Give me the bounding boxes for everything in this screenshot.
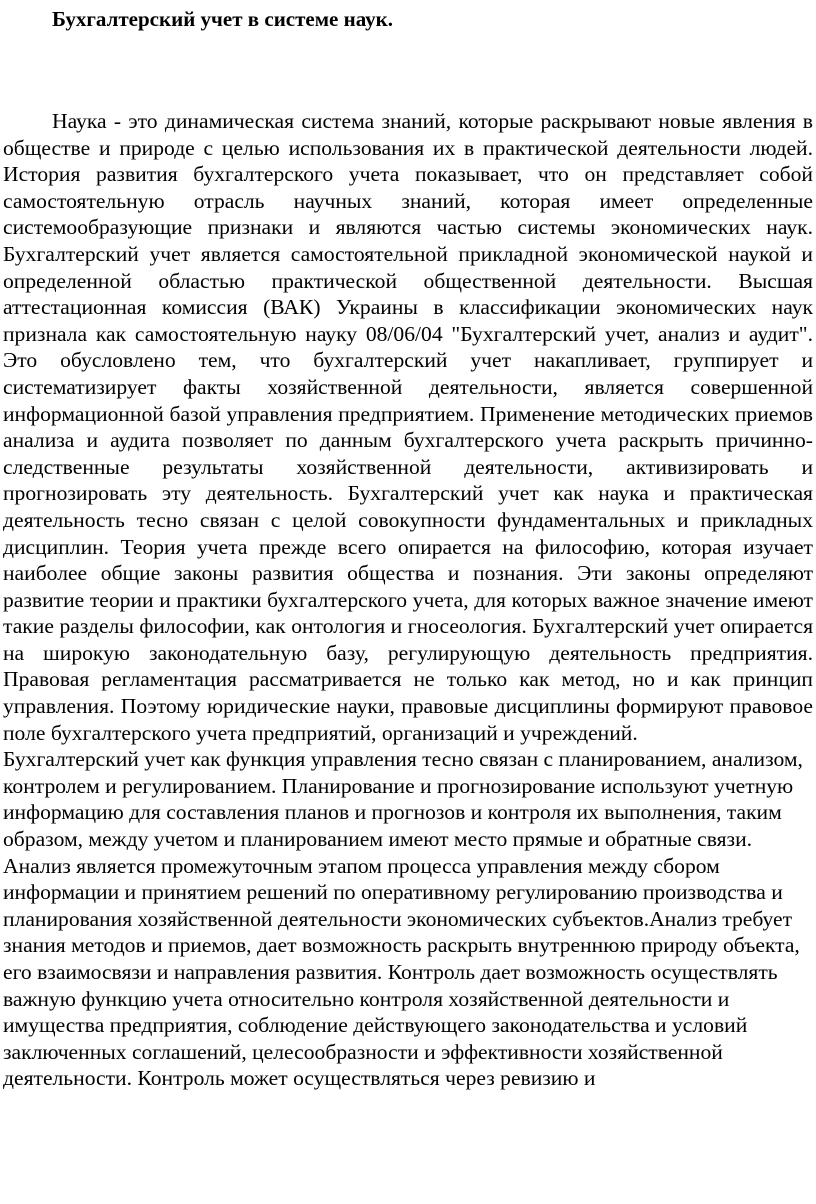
- paragraph-science-definition: Наука - это динамическая система знаний, которые раскрывают новые явления в обществе и природе с целью использования их в практической деятельности людей. История развития бухгалтерского учета показывает, что он представляет собой самостоятельную отрасль научных знаний, которая имеет определенные системообразующие признаки и являются частью системы экономических наук. Бухгалтерский учет является самостоятельной прикладной экономической наукой и определенной областью практической общественной деятельности. Высшая аттестационная комиссия (ВАК) Украины в классификации экономических наук признала как самостоятельную науку 08/06/04 "Бухгалтерский учет, анализ и аудит". Это обусловлено тем, что бухгалтерский учет накапливает, группирует и систематизирует факты хозяйственной деятельности, является совершенной информационной базой управления предприятием. Применение методических приемов анализа и аудита позволяет по данным бухгалтерского учета раскрыть причинно-следственные результаты хозяйственной деятельности, активизировать и прогнозировать эту деятельность. Бухгалтерский учет как наука и практическая деятельность тесно связан с целой совокупности фундаментальных и прикладных дисциплин. Теория учета прежде всего опирается на философию, которая изучает наиболее общие законы развития общества и познания. Эти законы определяют развитие теории и практики бухгалтерского учета, для которых важное значение имеют такие разделы философии, как онтология и гносеология. Бухгалтерский учет опирается на широкую законодательную базу, регулирующую деятельность предприятия. Правовая регламентация рассматривается не только как метод, но и как принцип управления. Поэтому юридические науки, правовые дисциплины формируют правовое поле бухгалтерского учета предприятий, организаций и учреждений.: [3, 109, 813, 745]
- document-body: [3, 108, 813, 1092]
- document-title: Бухгалтерский учет в системе наук.: [52, 7, 394, 31]
- paragraph-management-function: Бухгалтерский учет как функция управления тесно связан с планированием, анализом, контролем и регулированием. Планирование и прогнозирование используют учетную информацию для составления планов и прогнозов и контроля их выполнения, таким образом, между учетом и планированием имеют место прямые и обратные связи. Анализ является промежуточным этапом процесса управления между сбором информации и принятием решений по оперативному регулированию производства и планирования хозяйственной деятельности экономических субъектов.Анализ требует знания методов и приемов, дает возможность раскрыть внутреннюю природу объекта, его взаимосвязи и направления развития. Контроль дает возможность осуществлять важную функцию учета относительно контроля хозяйственной деятельности и имущества предприятия, соблюдение действующего законодательства и условий заключенных соглашений, целесообразности и эффективности хозяйственной деятельности. Контроль может осуществляться через ревизию и: [3, 747, 803, 1091]
